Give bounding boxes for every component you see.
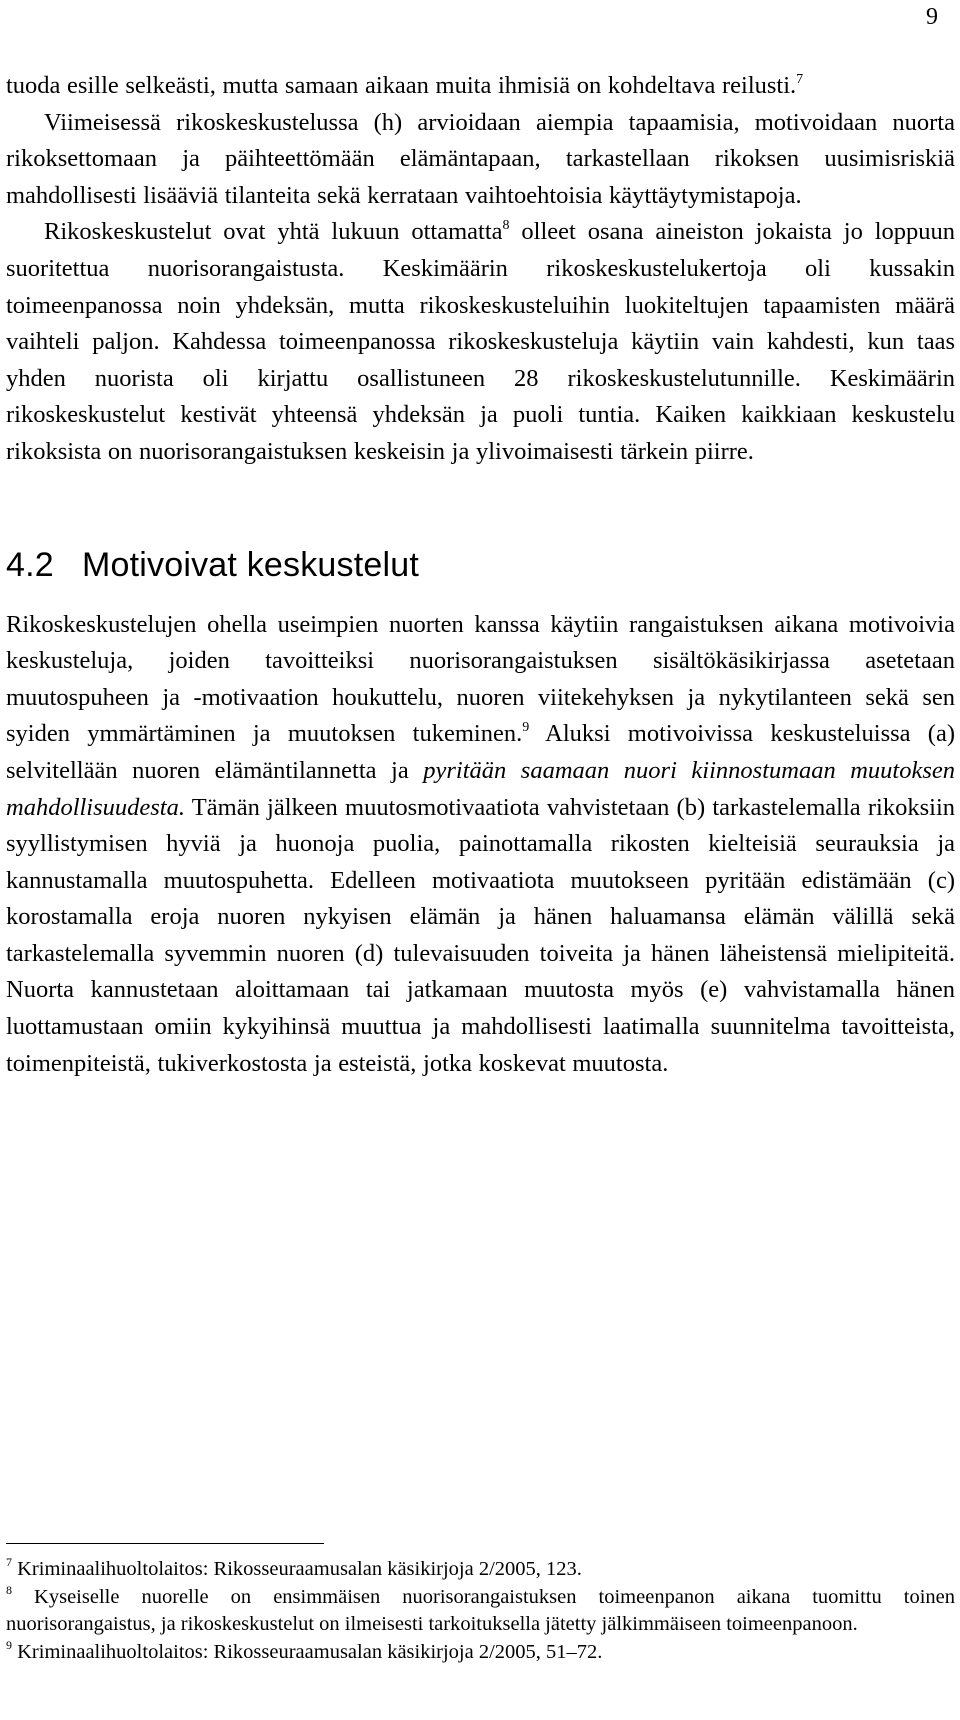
- paragraph-1: [6, 68, 955, 105]
- paragraph-4-italic: pyritään saamaan nuori kiinnostumaan muutoksen mahdollisuudesta.: [6, 756, 955, 821]
- footnote-9: [6, 1639, 955, 1667]
- paragraph-2: [6, 105, 955, 215]
- paragraph-4-text-c: Tämän jälkeen muutosmotivaatiota vahvistetaan (b) tarkastelemalla rikoksiin syyllistymisen hyviä ja huonoja puolia, painottamalla rikosten kielteisiä seurauksia ja kannustamalla muutospuhetta. Edelleen motivaatiota muutokseen pyritään edistämään (c) korostamalla eroja nuoren nykyisen elämän ja hänen haluamansa elämän välillä sekä tarkastelemalla syvemmin nuoren (d) tulevaisuuden toiveita ja hänen läheistensä mielipiteitä. Nuorta kannustetaan aloittamaan tai jatkamaan muutosta myös (e) vahvistamalla hänen luottamustaan omiin kykyihinsä muuttua ja mahdollisesti laatimalla suunnitelma tavoitteista, toimenpiteistä, tukiverkostosta ja esteistä, jotka koskevat muutosta.: [6, 793, 955, 1077]
- body-text: [6, 68, 955, 1082]
- footnote-text: Kriminaalihuoltolaitos: Rikosseuraamusalan käsikirjoja 2/2005, 51–72.: [12, 1640, 603, 1663]
- footnote-number: 9: [6, 1637, 12, 1652]
- footnotes: [6, 1556, 955, 1666]
- footnote-number: 7: [6, 1555, 12, 1569]
- page-number: 9: [926, 4, 938, 30]
- section-number: 4.2: [6, 545, 54, 584]
- paragraph-3: [6, 214, 955, 470]
- footnote-number: 8: [6, 1582, 12, 1597]
- footnote-text: Kyseiselle nuorelle on ensimmäisen nuorisorangaistuksen toimeenpanon aikana tuomittu toinen nuorisorangaistus, ja rikoskeskustelut on ilmeisesti tarkoituksella jätetty jälkimmäiseen toimeenpanoon.: [6, 1585, 955, 1635]
- footnote-ref-9: 9: [522, 720, 530, 736]
- section-title: Motivoivat keskustelut: [82, 545, 419, 584]
- footnote-8: [6, 1584, 955, 1639]
- paragraph-3-text-a: Rikoskeskustelut ovat yhtä lukuun ottamatta: [44, 218, 503, 246]
- footnote-ref-8: 8: [502, 218, 510, 234]
- paragraph-3-text-b: olleet osana aineiston jokaista jo loppuun suoritettua nuorisorangaistusta. Keskimäärin rikoskeskustelukertoja oli kussakin toimeenpanossa noin yhdeksän, mutta rikoskeskusteluihin luokiteltujen tapaamisten määrä vaihteli paljon. Kahdessa toimeenpanossa rikoskeskusteluja käytiin vain kahdesti, kun taas yhden nuorista oli kirjattu osallistuneen 28 rikoskeskustelutunnille. Keskimäärin rikoskeskustelut kestivät yhteensä yhdeksän ja puoli tuntia. Kaiken kaikkiaan keskustelu rikoksista on nuorisorangaistuksen keskeisin ja ylivoimaisesti tärkein piirre.: [6, 218, 955, 465]
- footnote-ref-7: 7: [796, 72, 804, 87]
- paragraph-2-text: Viimeisessä rikoskeskustelussa (h) arvioidaan aiempia tapaamisia, motivoidaan nuorta rikoksettomaan ja päihteettömään elämäntapaan, tarkastellaan rikoksen uusimisriskiä mahdollisesti lisääviä tilanteita sekä kerrataan vaihtoehtoisia käyttäytymistapoja.: [6, 108, 955, 209]
- footnote-text: Kriminaalihuoltolaitos: Rikosseuraamusalan käsikirjoja 2/2005, 123.: [12, 1558, 582, 1580]
- footnote-7: [6, 1556, 955, 1584]
- section-heading: [6, 545, 955, 585]
- paragraph-1-text: tuoda esille selkeästi, mutta samaan aikaan muita ihmisiä on kohdeltava reilusti.: [6, 72, 797, 99]
- footnote-separator: [6, 1543, 324, 1544]
- paragraph-4-text-a: Rikoskeskustelujen ohella useimpien nuorten kanssa käytiin rangaistuksen aikana motivoivia keskusteluja, joiden tavoitteiksi nuorisorangaistuksen sisältökäsikirjassa asetetaan muutospuheen ja -motivaation houkuttelu, nuoren viitekehyksen ja nykytilanteen sekä sen syiden ymmärtäminen ja muutoksen tukeminen.: [6, 610, 955, 748]
- paragraph-4-text-b: Aluksi motivoivissa keskusteluissa (a) selvitellään nuoren elämäntilannetta ja: [6, 720, 955, 784]
- paragraph-4: [6, 607, 955, 1083]
